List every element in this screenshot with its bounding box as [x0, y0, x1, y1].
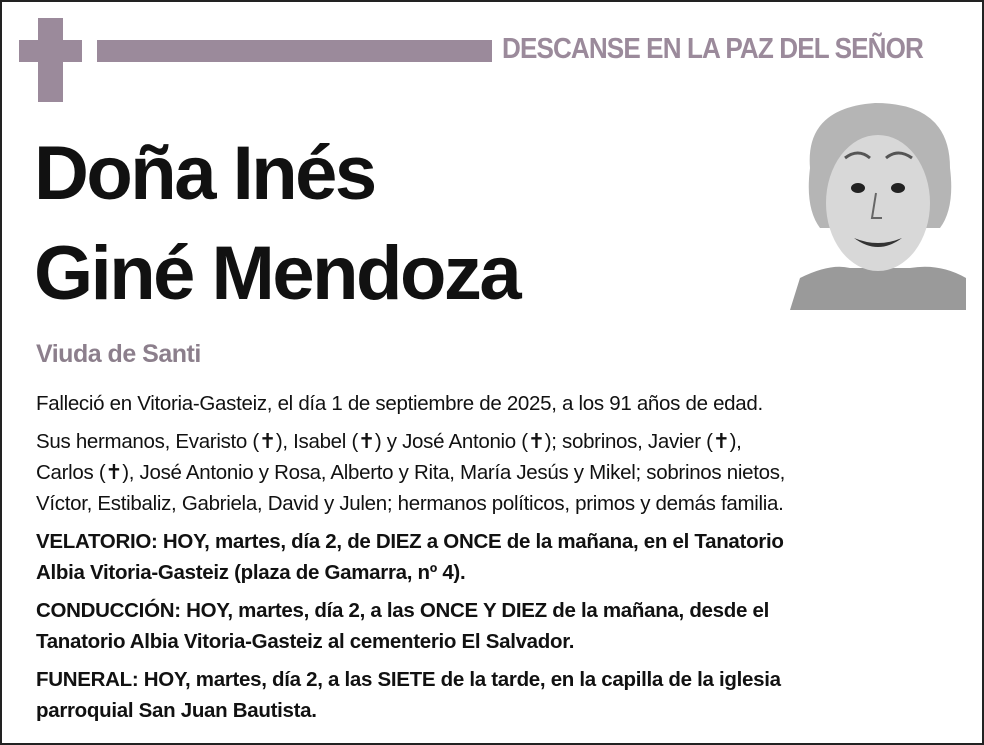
paragraph-line: CONDUCCIÓN: HOY, martes, día 2, a las ONCE Y DIEZ de la mañana, desde el	[36, 599, 769, 622]
header-rule	[97, 40, 492, 62]
paragraph-line: Víctor, Estibaliz, Gabriela, David y Julen; hermanos políticos, primos y demás familia.	[36, 492, 784, 515]
deceased-name-line2: Giné Mendoza	[34, 231, 520, 316]
paragraph-line: Albia Vitoria-Gasteiz (plaza de Gamarra, nº 4).	[36, 561, 466, 584]
obituary-body	[36, 388, 966, 733]
paragraph-line: Sus hermanos, Evaristo (✝), Isabel (✝) y José Antonio (✝); sobrinos, Javier (✝),	[36, 430, 742, 453]
header-motto: DESCANSE EN LA PAZ DEL SEÑOR	[502, 33, 923, 65]
paragraph-line: Carlos (✝), José Antonio y Rosa, Alberto y Rita, María Jesús y Mikel; sobrinos nietos,	[36, 461, 786, 484]
deceased-photo	[790, 98, 966, 310]
cross-icon-arm	[19, 40, 82, 62]
obituary-paragraph	[36, 526, 966, 588]
obituary-paragraph	[36, 426, 966, 519]
paragraph-line: FUNERAL: HOY, martes, día 2, a las SIETE de la tarde, en la capilla de la iglesia	[36, 668, 781, 691]
obituary-paragraph	[36, 388, 966, 419]
deceased-subtitle: Viuda de Santi	[36, 340, 201, 368]
obituary-paragraph	[36, 664, 966, 726]
paragraph-line: Falleció en Vitoria-Gasteiz, el día 1 de septiembre de 2025, a los 91 años de edad.	[36, 392, 763, 415]
paragraph-line: parroquial San Juan Bautista.	[36, 699, 317, 722]
obituary-paragraph	[36, 595, 966, 657]
deceased-name-line1: Doña Inés	[34, 131, 375, 216]
paragraph-line: VELATORIO: HOY, martes, día 2, de DIEZ a ONCE de la mañana, en el Tanatorio	[36, 530, 784, 553]
paragraph-line: Tanatorio Albia Vitoria-Gasteiz al cementerio El Salvador.	[36, 630, 575, 653]
